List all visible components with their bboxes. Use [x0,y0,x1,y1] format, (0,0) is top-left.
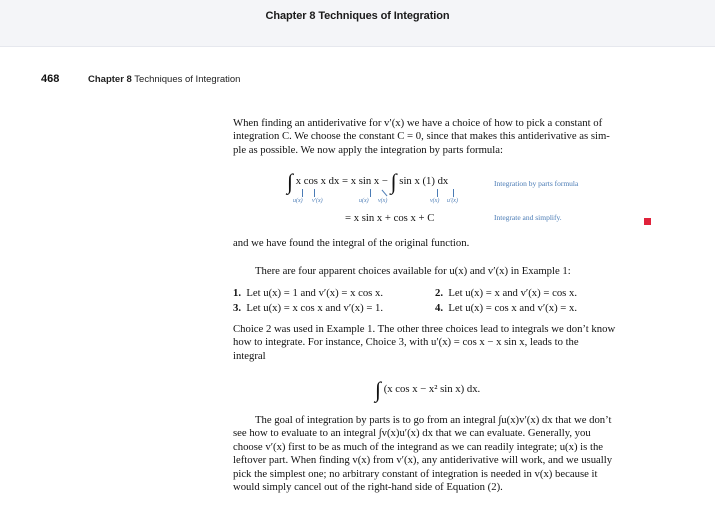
annotation-tick [437,189,438,197]
list-item: Let u(x) = x cos x and v′(x) = 1. [246,302,384,314]
list-item: Let u(x) = cos x and v′(x) = x. [448,302,578,314]
label-u: u(x) [359,198,369,204]
list-item: Let u(x) = x and v′(x) = cos x. [448,287,578,299]
annotation-tick [314,189,315,197]
choice-row [233,302,578,314]
text-line: and we have found the integral of the original function. [233,237,470,249]
annotation-tick [370,189,371,197]
label-uprime: u′(x) [447,198,458,204]
text-line: Choice 2 was used in Example 1. The other three choices lead to integrals we don’t know [233,323,616,335]
running-head [88,74,240,85]
text-line: integral [233,349,266,362]
text-line: would simply cancel out of the right-hand side of Equation (2). [233,481,503,494]
text-line: leftover part. When finding v(x) from v′(x), any antiderivative will work, and we usually [233,454,613,467]
equation-line-1 [287,169,449,194]
text-line: how to integrate. For instance, Choice 3, with u′(x) = cos x − x sin x, leads to the [233,336,579,349]
end-of-example-marker [644,218,651,225]
annotation-note: Integrate and simplify. [494,213,562,222]
list-number: 1. [233,287,242,299]
running-head-chapter: Chapter 8 [88,74,132,85]
equation-body: (x cos x − x² sin x) dx. [383,383,481,395]
text-line: see how to evaluate to an integral ∫v(x)u′(x) dx that we can evaluate. Generally, you [233,427,591,440]
list-number: 3. [233,302,242,314]
page-number: 468 [41,73,60,85]
label-v: v(x) [430,198,440,204]
text-line: The goal of integration by parts is to go from an integral ∫u(x)v′(x) dx that we don’t [255,414,612,426]
text-line: integration C. We choose the constant C = 0, since that makes this antiderivative as sim- [233,130,610,143]
list-item: Let u(x) = 1 and v′(x) = x cos x. [246,287,384,299]
integral-sign: ∫ [375,377,382,402]
annotation-note: Integration by parts formula [494,179,579,188]
equation-2 [375,377,481,402]
paragraph-choice [233,323,650,363]
equation-lhs: x cos x dx = x sin x − [295,175,388,187]
document-title: Chapter 8 Techniques of Integration [265,10,450,22]
label-vprime: v′(x) [312,198,323,204]
text-line: When finding an antiderivative for v′(x) we have a choice of how to pick a constant of [233,117,603,129]
text-line: ple as possible. We now apply the integration by parts formula: [233,143,503,156]
top-bar [0,0,715,47]
paragraph-goal-cont [233,427,650,494]
label-u: u(x) [293,198,303,204]
equation-rhs: sin x (1) dx [399,175,449,187]
running-head-title: Techniques of Integration [134,74,241,85]
equation-line-2: = x sin x + cos x + C [345,212,435,224]
text-line: pick the simplest one; no arbitrary constant of integration is needed in v(x) because it [233,467,598,480]
list-number: 2. [435,287,444,299]
integral-sign: ∫ [287,169,294,194]
paragraph-goal [233,414,650,427]
paragraph-intro [233,117,650,157]
label-v: v(x) [378,198,388,204]
choices-intro: There are four apparent choices available for u(x) and v′(x) in Example 1: [255,265,571,277]
choice-row [233,287,578,299]
annotation-tick [302,189,303,197]
list-number: 4. [435,302,444,314]
annotation-tick [453,189,454,197]
text-line: choose v′(x) first to be as much of the integrand as we can readily integrate; u(x) is the [233,440,604,453]
integral-sign: ∫ [390,169,397,194]
